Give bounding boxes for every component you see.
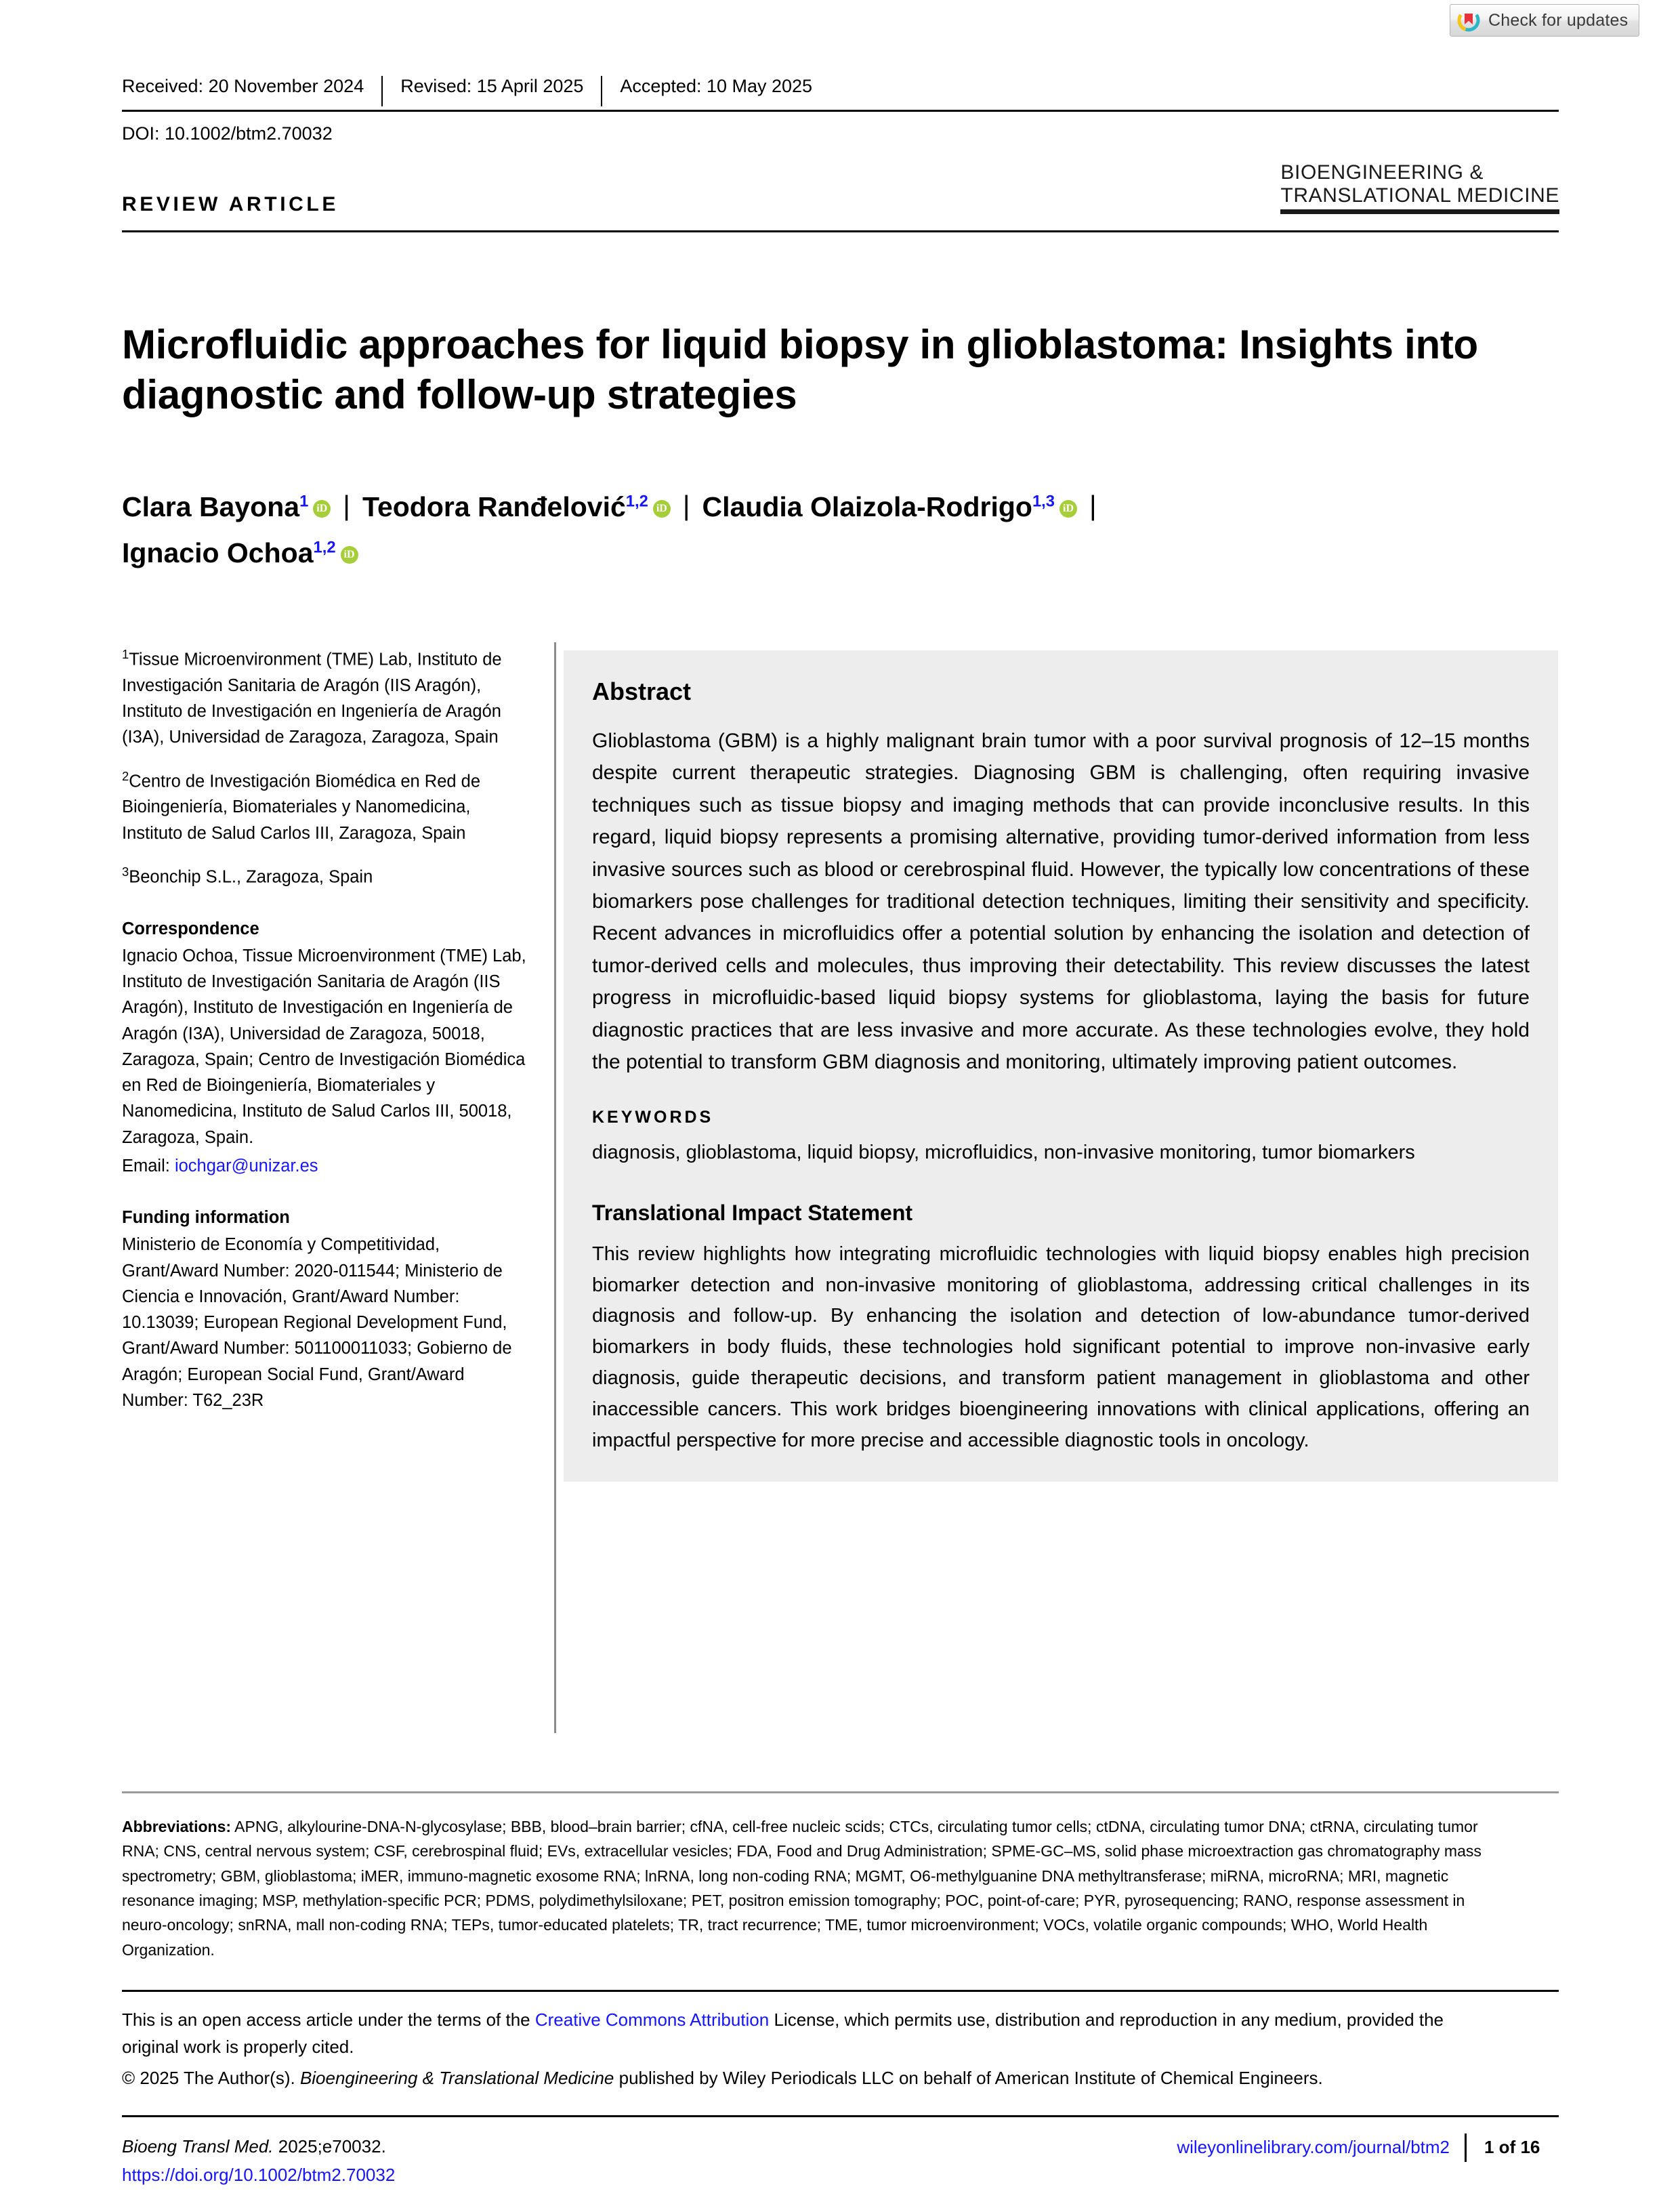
correspondence-body [122, 943, 528, 1150]
footer-citation-rest: 2025;e70032. [273, 2136, 386, 2157]
received-date: Received: 20 November 2024 [122, 76, 364, 96]
affiliations-column [122, 645, 528, 1430]
orcid-icon[interactable]: iD [653, 500, 671, 518]
author-name: Teodora Ranđelović [362, 491, 626, 522]
footer-right-group [1177, 2133, 1559, 2163]
article-type-rule [122, 230, 1559, 232]
header-rule [122, 110, 1559, 112]
doi-line: DOI: 10.1002/btm2.70032 [122, 123, 333, 144]
abstract-body: Glioblastoma (GBM) is a highly malignant brain tumor with a poor survival prognosis of 12–15 months despite current therapeutic strategies. Diagnosing GBM is challenging, often requiring invasive techniques such as tissue biopsy and imaging methods that can provide inconclusive results. In this regard, liquid biopsy represents a promising alternative, providing tumor-derived information from less invasive sources such as blood or cerebrospinal fluid. However, the typically low concentrations of these biomarkers pose challenges for traditional detection techniques, limiting their sensitivity and specificity. Recent advances in microfluidics offer a potential solution by enhancing the isolation and detection of tumor-derived cells and molecules, thus improving their detectability. This review discusses the latest progress in microfluidic-based liquid biopsy systems for glioblastoma, laying the basis for future diagnostic practices that are less invasive and more accurate. As these technologies evolve, they hold the potential to transform GBM diagnosis and monitoring, ultimately improving patient outcomes. [592, 730, 1530, 1073]
journal-logo-bar [1280, 209, 1559, 214]
author-name: Clara Bayona [122, 491, 300, 522]
funding-heading: Funding information [122, 1208, 290, 1227]
keywords-list: diagnosis, glioblastoma, liquid biopsy, microfluidics, non-invasive monitoring, tumor biomarkers [592, 1142, 1415, 1164]
copyright-journal: Bioengineering & Translational Medicine [299, 2067, 614, 2088]
accepted-date: Accepted: 10 May 2025 [601, 76, 830, 106]
orcid-icon[interactable]: iD [1059, 500, 1077, 518]
page-footer [122, 2133, 1559, 2189]
column-divider [554, 642, 556, 1733]
author-name: Claudia Olaizola-Rodrigo [702, 491, 1032, 522]
license-note [122, 2007, 1477, 2091]
footer-doi-link[interactable]: https://doi.org/10.1002/btm2.70032 [122, 2164, 396, 2185]
footer-rule [122, 2115, 1559, 2117]
orcid-icon[interactable]: iD [341, 546, 358, 564]
translational-impact-body: This review highlights how integrating microfluidic technologies with liquid biopsy enables high precision biomarker detection and non-invasive monitoring of glioblastoma, addressing critical challenges in its diagnosis and follow-up. By enhancing the isolation and detection of low-abundance tumor-derived biomarkers in body fluids, these technologies hold significant potential to improve non-invasive early diagnosis, guide therapeutic decisions, and transform patient management in glioblastoma and other inaccessible cancers. This work bridges bioengineering innovations with clinical applications, offering an impactful perspective for more precise and accessible diagnostic tools in oncology. [592, 1243, 1530, 1451]
author-1 [362, 491, 671, 522]
author-affil-marker: 1,2 [313, 537, 336, 556]
author-0 [122, 491, 331, 522]
author-name: Ignacio Ochoa [122, 537, 314, 568]
license-rule [122, 1990, 1559, 1992]
affiliation-text: Tissue Microenvironment (TME) Lab, Instituto de Investigación Sanitaria de Aragón (IIS Aragón), Instituto de Investigación en Ingeniería de Aragón (I3A), Universidad de Zaragoza, Zaragoza, Spain [122, 650, 502, 747]
correspondence-heading: Correspondence [122, 919, 259, 938]
keywords-heading: KEYWORDS [592, 1108, 714, 1127]
abbreviations-rule [122, 1791, 1559, 1793]
author-separator: | [343, 490, 350, 521]
affiliation-2 [122, 767, 528, 846]
affiliation-text: Centro de Investigación Biomédica en Red de Bioingeniería, Biomateriales y Nanomedicina, Instituto de Salud Carlos III, Zaragoza, Spain [122, 772, 481, 843]
author-separator: | [1089, 490, 1097, 521]
email-link[interactable]: iochgar@unizar.es [174, 1156, 318, 1175]
author-3 [122, 537, 358, 568]
journal-logo-line2: TRANSLATIONAL MEDICINE [1280, 184, 1559, 207]
copyright-post: published by Wiley Periodicals LLC on behalf of American Institute of Chemical Engineers. [614, 2067, 1323, 2088]
affiliation-1 [122, 645, 528, 751]
abbreviations-note [122, 1814, 1514, 1962]
license-pre: This is an open access article under the terms of the [122, 2009, 535, 2030]
author-2 [702, 491, 1077, 522]
abstract-heading: Abstract [592, 678, 692, 705]
abbreviations-label: Abbreviations: [122, 1818, 232, 1835]
journal-logo [1280, 161, 1559, 214]
author-affil-marker: 1 [299, 492, 309, 511]
affiliation-3 [122, 862, 528, 890]
author-affil-marker: 1,3 [1032, 492, 1055, 511]
correspondence-email-line [122, 1153, 528, 1179]
affiliation-marker: 2 [122, 768, 129, 783]
wiley-online-library-link[interactable]: wileyonlinelibrary.com/journal/btm2 [1177, 2137, 1450, 2158]
revised-date: Revised: 15 April 2025 [381, 76, 601, 106]
author-list [122, 486, 1517, 574]
affiliation-text: Beonchip S.L., Zaragoza, Spain [129, 867, 373, 887]
correspondence-text: Ignacio Ochoa, Tissue Microenvironment (TME) Lab, Instituto de Investigación Sanitaria de Aragón (IIS Aragón), Instituto de Investigación en Ingeniería de Aragón (I3A), Universidad de Zaragoza, 50018, Zaragoza, Spain; Centro de Investigación Biomédica en Red de Bioingeniería, Biomateriales y Nanomedicina, Instituto de Salud Carlos III, 50018, Zaragoza, Spain. [122, 946, 526, 1147]
license-post: License, which permits use, distribution and reproduction in any medium, provided the original work is properly cited. [122, 2009, 1444, 2057]
copyright-pre: © 2025 The Author(s). [122, 2067, 300, 2088]
check-for-updates-badge[interactable] [1450, 4, 1639, 37]
abbreviations-text: APNG, alkylourine-DNA-N-glycosylase; BBB, blood–brain barrier; cfNA, cell-free nucleic scids; CTCs, circulating tumor cells; ctDNA, circulating tumor DNA; ctRNA, circulating tumor RNA; CNS, central nervous system; CSF, cerebrospinal fluid; EVs, extracellular vesicles; FDA, Food and Drug Administration; SPME-GC–MS, solid phase microextraction gas chromatography mass spectrometry; GBM, glioblastoma; iMER, immuno-magnetic exosome RNA; lnRNA, long non-coding RNA; MGMT, O6-methylguanine DNA methyltransferase; miRNA, microRNA; MRI, magnetic resonance imaging; MSP, methylation-specific PCR; PDMS, polydimethylsiloxane; PET, positron emission tomography; POC, point-of-care; PYR, pyrosequencing; RANO, response assessment in neuro-oncology; snRNA, mall non-coding RNA; TEPs, tumor-educated platelets; TR, tract recurrence; TME, tumor microenvironment; VOCs, volatile organic compounds; WHO, World Health Organization. [122, 1818, 1482, 1959]
license-line [122, 2007, 1477, 2061]
check-for-updates-label: Check for updates [1488, 10, 1629, 30]
affiliation-marker: 3 [122, 864, 129, 879]
publication-dates [122, 76, 1558, 106]
crossmark-icon [1457, 9, 1480, 32]
article-type-label: REVIEW ARTICLE [122, 193, 339, 215]
page-title: Microfluidic approaches for liquid biopsy in glioblastoma: Insights into diagnostic and follow-up strategies [122, 322, 1478, 417]
journal-logo-line1: BIOENGINEERING & [1280, 161, 1484, 184]
author-separator: | [682, 490, 690, 521]
page-number: 1 of 16 [1465, 2133, 1559, 2162]
email-label: Email: [122, 1156, 175, 1175]
author-affil-marker: 1,2 [625, 492, 648, 511]
copyright-line [122, 2065, 1477, 2092]
funding-body: Ministerio de Economía y Competitividad, Grant/Award Number: 2020-011544; Ministerio de Ciencia e Innovación, Grant/Award Number: 10.13039; European Regional Development Fund, Grant/Award Number: 501100011033; Gobierno de Aragón; European Social Fund, Grant/Award Number: T62_23R [122, 1235, 512, 1410]
footer-citation-journal: Bioeng Transl Med. [122, 2136, 274, 2157]
orcid-icon[interactable]: iD [313, 500, 331, 518]
affiliation-marker: 1 [122, 647, 129, 661]
creative-commons-link[interactable]: Creative Commons Attribution [534, 2009, 770, 2030]
abstract-panel [564, 650, 1558, 1482]
translational-impact-heading: Translational Impact Statement [592, 1200, 913, 1225]
